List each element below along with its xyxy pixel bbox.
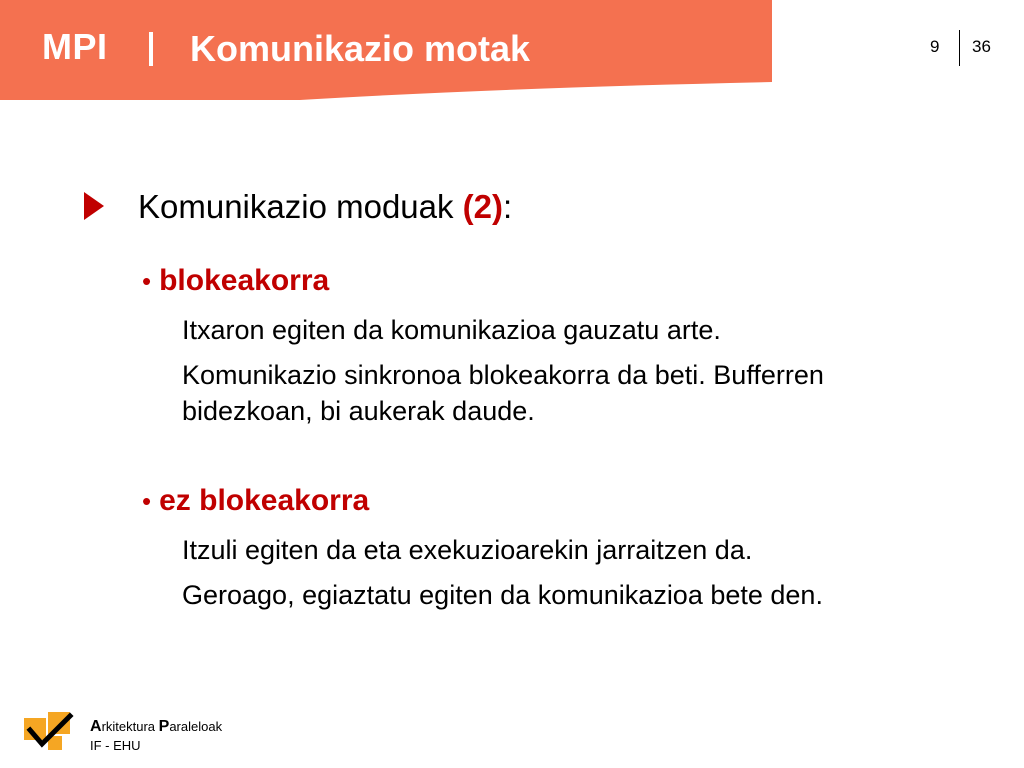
section-heading-nonblocking	[142, 484, 369, 518]
section-line: Itxaron egiten da komunikazioa gauzatu arte.	[182, 315, 721, 345]
header-prefix: MPI	[42, 26, 108, 67]
page-divider	[959, 30, 960, 66]
main-bullet-label: Komunikazio moduak	[138, 188, 463, 225]
page-current: 9	[930, 37, 940, 56]
main-bullet-colon: :	[503, 188, 513, 225]
section-line: Geroago, egiaztatu egiten da komunikazioa bete den.	[182, 580, 823, 610]
bullet-dot: •	[142, 486, 152, 516]
section-heading-blocking	[142, 264, 329, 298]
page-title: Komunikazio motak	[190, 28, 531, 69]
bullet-dot: •	[142, 266, 152, 296]
header-separator	[149, 32, 153, 66]
checkmark-logo-icon	[22, 710, 76, 752]
section-heading-label: ez blokeakorra	[159, 484, 370, 517]
section-line: Itzuli egiten da eta exekuzioarekin jarraitzen da.	[182, 535, 753, 565]
footer-institution: IF - EHU	[90, 738, 141, 753]
section-line: Komunikazio sinkronoa blokeakorra da beti. Bufferren bidezkoan, bi aukerak daude.	[182, 360, 824, 426]
triangle-arrow-icon	[84, 192, 104, 220]
footer-course-name	[90, 718, 222, 736]
page-total: 36	[972, 37, 991, 56]
main-bullet-highlight: (2)	[462, 188, 504, 225]
section-heading-label: blokeakorra	[159, 264, 330, 297]
footer-initial-p: P	[158, 718, 170, 735]
footer-word-p: araleloak	[169, 719, 223, 734]
footer-initial-a: A	[90, 718, 102, 735]
footer-word-a: rkitektura	[101, 719, 159, 734]
main-bullet-text	[138, 188, 512, 226]
